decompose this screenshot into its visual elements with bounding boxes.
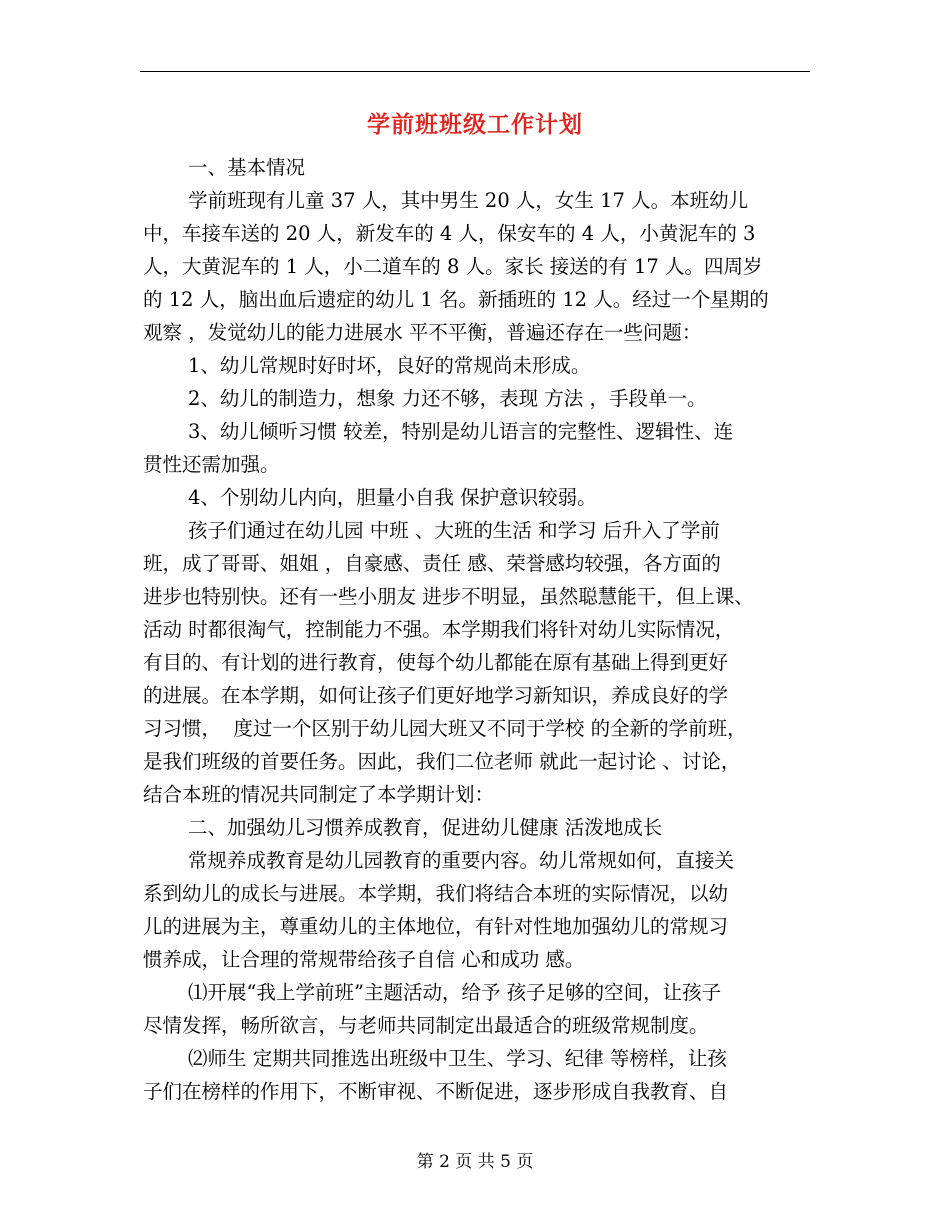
list-item: 3、幼儿倾听习惯 较差，特别是幼儿语言的完整性、逻辑性、连 (188, 420, 734, 443)
list-item-continuation: 子们在榜样的作用下，不断审视、不断促进，逐步形成自我教育、自 (143, 1080, 729, 1103)
paragraph-line: 的 12 人，脑出血后遗症的幼儿 1 名。新插班的 12 人。经过一个星期的 (143, 288, 769, 311)
section-heading: 一、基本情况 (188, 156, 306, 179)
document-body (143, 151, 818, 1108)
list-item: ⑵师生 定期共同推选出班级中卫生、学习、纪律 等榜样，让孩 (188, 1047, 727, 1070)
paragraph-line: 的进展。在本学期，如何让孩子们更好地学习新知识，养成良好的学 (143, 684, 729, 707)
paragraph-line: 活动 时都很淘气，控制能力不强。本学期我们将针对幼儿实际情况， (143, 618, 735, 641)
paragraph-line: 班，成了哥哥、姐姐 ，自豪感、责任 感、荣誉感均较强，各方面的 (143, 552, 721, 575)
list-item: 4、个别幼儿内向，胆量小自我 保护意识较弱。 (188, 486, 597, 509)
list-item-continuation: 贯性还需加强。 (143, 453, 280, 476)
paragraph-line: 人，大黄泥车的 1 人，小二道车的 8 人。家长 接送的有 17 人。四周岁 (143, 255, 763, 278)
paragraph-line: 孩子们通过在幼儿园 中班 、大班的生活 和学习 后升入了学前 (188, 519, 720, 542)
header-rule (140, 71, 810, 72)
list-item-continuation: 尽情发挥，畅所欲言，与老师共同制定出最适合的班级常规制度。 (143, 1014, 709, 1037)
paragraph-line: 惯养成，让合理的常规带给孩子自信 心和成功 感。 (143, 948, 585, 971)
paragraph-line: 有目的、有计划的进行教育，使每个幼儿都能在原有基础上得到更好 (143, 651, 729, 674)
list-item: 2、幼儿的制造力，想象 力还不够，表现 方法 ，手段单一。 (188, 387, 707, 410)
page-number: 第 2 页 共 5 页 (416, 1152, 534, 1172)
paragraph-line: 儿的进展为主，尊重幼儿的主体地位，有针对性地加强幼儿的常规习 (143, 915, 729, 938)
section-heading: 二、加强幼儿习惯养成教育，促进幼儿健康 活泼地成长 (188, 816, 663, 839)
paragraph-line: 进步也特别快。还有一些小朋友 进步不明显，虽然聪慧能干，但上课、 (143, 585, 754, 608)
paragraph-line: 常规养成教育是幼儿园教育的重要内容。幼儿常规如何，直接关 (188, 849, 735, 872)
paragraph-line: 学前班现有儿童 37 人，其中男生 20 人，女生 17 人。本班幼儿 (188, 189, 749, 212)
paragraph-line: 系到幼儿的成长与进展。本学期，我们将结合本班的实际情况，以幼 (143, 882, 729, 905)
paragraph-line: 是我们班级的首要任务。因此，我们二位老师 就此一起讨论 、讨论， (143, 750, 741, 773)
paragraph-line: 观察 ，发觉幼儿的能力进展水 平不平衡，普遍还存在一些问题： (143, 321, 702, 344)
document-title: 学前班班级工作计划 (367, 111, 583, 138)
list-item: ⑴开展“我上学前班”主题活动，给予 孩子足够的空间，让孩子 (188, 981, 722, 1004)
paragraph-line: 中，车接车送的 20 人，新发车的 4 人，保安车的 4 人，小黄泥车的 3 (143, 222, 756, 245)
paragraph-line: 结合本班的情况共同制定了本学期计划： (143, 783, 495, 806)
list-item: 1、幼儿常规时好时坏，良好的常规尚未形成。 (188, 354, 591, 377)
paragraph-line: 习习惯， 度过一个区别于幼儿园大班又不同于学校 的全新的学前班， (143, 717, 747, 740)
